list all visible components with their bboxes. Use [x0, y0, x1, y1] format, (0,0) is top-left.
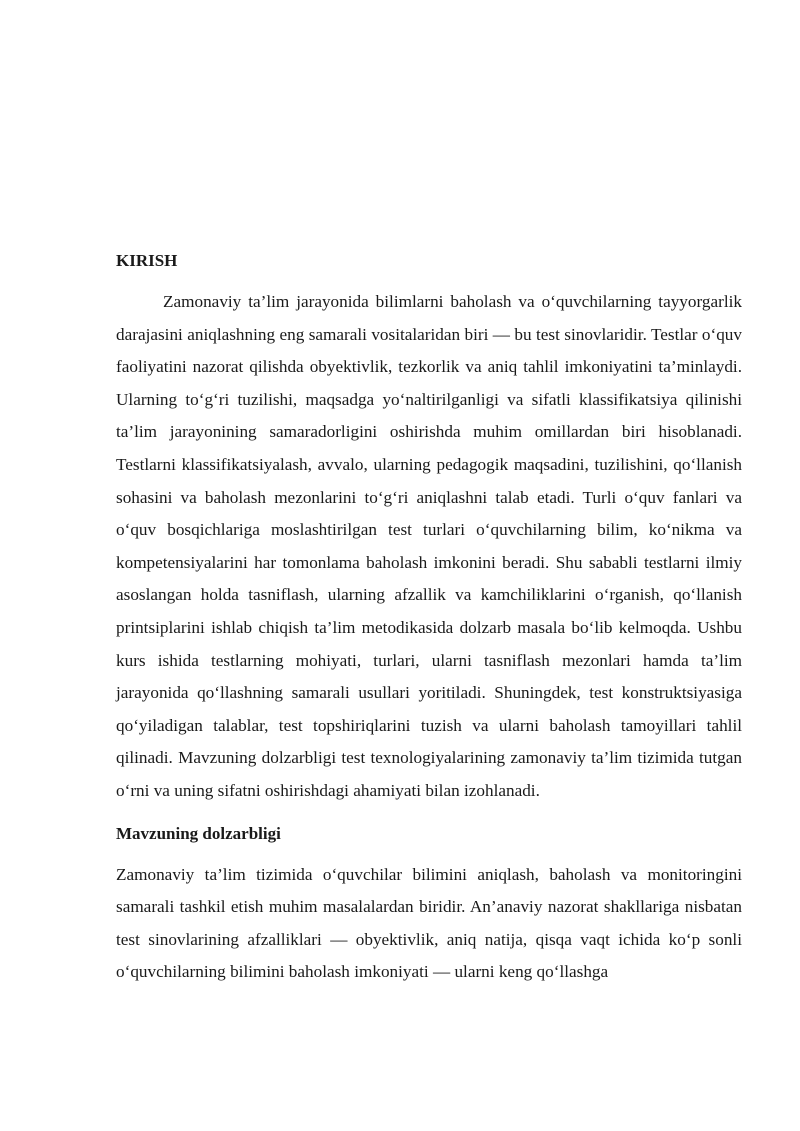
section-heading-kirish: KIRISH [116, 251, 178, 270]
section-paragraph-kirish: Zamonaviy ta’lim jarayonida bilimlarni baholash va o‘quvchilarning tayyorgarlik darajasini aniqlashning eng samarali vositalaridan biri — bu test sinovlaridir. Testlar o‘quv faoliyatini nazorat qilishda obyektivlik, tezkorlik va aniq tahlil imkoniyatini ta’minlaydi. Ularning to‘g‘ri tuzilishi, maqsadga yo‘naltirilganligi va sifatli klassifikatsiya qilinishi ta’lim jarayonining samaradorligini oshirishda muhim omillardan biri hisoblanadi. Testlarni klassifikatsiyalash, avvalo, ularning pedagogik maqsadini, tuzilishini, qo‘llanish sohasini va baholash mezonlarini to‘g‘ri aniqlashni talab etadi. Turli o‘quv fanlari va o‘quv bosqichlariga moslashtirilgan test turlari o‘quvchilarning bilim, ko‘nikma va kompetensiyalarini har tomonlama baholash imkonini beradi. Shu sababli testlarni ilmiy asoslangan holda tasniflash, ularning afzallik va kamchiliklarini o‘rganish, qo‘llanish printsiplarini ishlab chiqish ta’lim metodikasida dolzarb masala bo‘lib kelmoqda. Ushbu kurs ishida testlarning mohiyati, turlari, ularni tasniflash mezonlari hamda ta’lim jarayonida qo‘llashning samarali usullari yoritiladi. Shuningdek, test konstruktsiyasiga qo‘yiladigan talablar, test topshiriqlarini tuzish va ularni baholash tamoyillari tahlil qilinadi. Mavzuning dolzarbligi test texnologiyalarining zamonaviy ta’lim tizimida tutgan o‘rni va uning sifatni oshirishdagi ahamiyati bilan izohlanadi. [116, 292, 742, 800]
section-heading-dolzarblik: Mavzuning dolzarbligi [116, 823, 281, 843]
section-paragraph-dolzarblik: Zamonaviy ta’lim tizimida o‘quvchilar bilimini aniqlash, baholash va monitoringini samarali tashkil etish muhim masalalardan biridir. An’anaviy nazorat shakllariga nisbatan test sinovlarining afzalliklari — obyektivlik, aniq natija, qisqa vaqt ichida ko‘p sonli o‘quvchilarning bilimini baholash imkoniyati — ularni keng qo‘llashga [116, 864, 742, 982]
document-page [116, 249, 742, 989]
